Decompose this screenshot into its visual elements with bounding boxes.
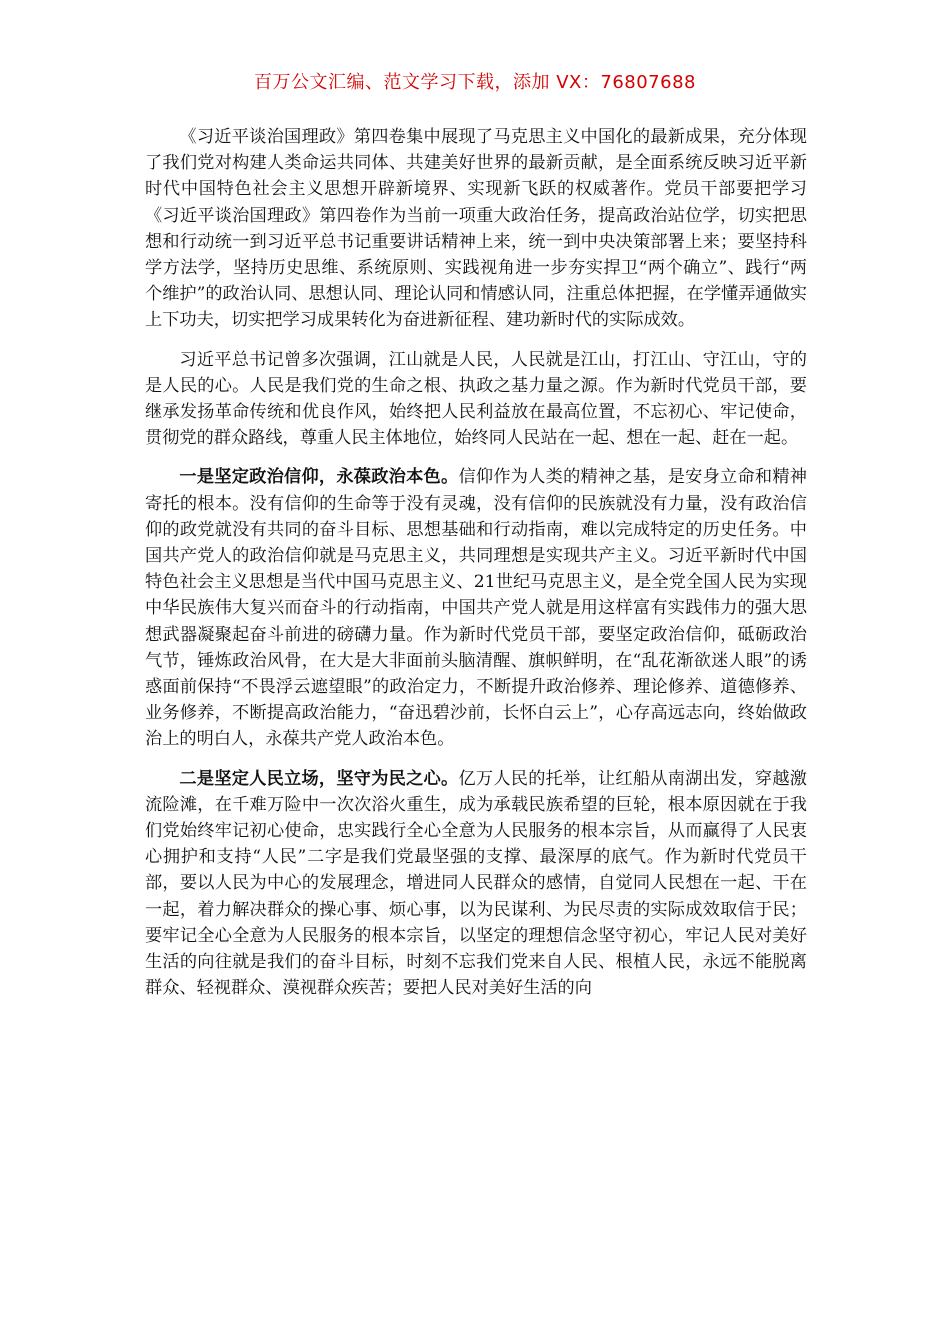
paragraph-lead: 一是坚定政治信仰，永葆政治本色。 bbox=[179, 467, 459, 488]
paragraph-text: 《习近平谈治国理政》第四卷集中展现了马克思主义中国化的最新成果，充分体现了我们党对构建人类命运共同体、共建美好世界的最新贡献，是全面系统反映习近平新时代中国特色社会主义思想开辟新境界、实现新飞跃的权威著作。党员干部要把学习《习近平谈治国理政》第四卷作为当前一项重大政治任务，提高政治站位学，切实把思想和行动统一到习近平总书记重要讲话精神上来，统一到中央决策部署上来；要坚持科学方法学，坚持历史思维、系统原则、实践视角进一步夯实捍卫“两个确立”、践行“两个维护”的政治认同、思想认同、理论认同和情感认同，注重总体把握，在学懂弄通做实上下功夫，切实把学习成果转化为奋进新征程、建功新时代的实际成效。 bbox=[145, 127, 807, 331]
paragraph-people bbox=[145, 347, 807, 452]
paragraph-point-one bbox=[145, 464, 807, 752]
paragraph-text: 亿万人民的托举，让红船从南湖出发，穿越激流险滩，在千难万险中一次次浴火重生，成为承载民族希望的巨轮，根本原因就在于我们党始终牢记初心使命，忠实践行全心全意为人民服务的根本宗旨，从而赢得了人民衷心拥护和支持“人民”二字是我们党最坚强的支撑、最深厚的底气。作为新时代党员干部，要以人民为中心的发展理念，增进同人民群众的感情，自觉同人民想在一起、干在一起，着力解决群众的操心事、烦心事，以为民谋利、为民尽责的实际成效取信于民；要牢记全心全意为人民服务的根本宗旨，以坚定的理想信念坚守初心，牢记人民对美好生活的向往就是我们的奋斗目标，时刻不忘我们党来自人民、根植人民，永远不能脱离群众、轻视群众、漠视群众疾苦；要把人民对美好生活的向 bbox=[145, 768, 807, 999]
paragraph-lead: 二是坚定人民立场，坚守为民之心。 bbox=[179, 768, 459, 789]
watermark-header: 百万公文汇编、范文学习下载，添加 VX：76807688 bbox=[254, 72, 696, 93]
paragraph-text: 信仰作为人类的精神之基，是安身立命和精神寄托的根本。没有信仰的生命等于没有灵魂，没有信仰的民族就没有力量，没有政治信仰的政党就没有共同的奋斗目标、思想基础和行动指南，难以完成特定的历史任务。中国共产党人的政治信仰就是马克思主义，共同理想是实现共产主义。习近平新时代中国特色社会主义思想是当代中国马克思主义、21世纪马克思主义，是全党全国人民为实现中华民族伟大复兴而奋斗的行动指南，中国共产党人就是用这样富有实践伟力的强大思想武器凝聚起奋斗前进的磅礴力量。作为新时代党员干部，要坚定政治信仰，砥砺政治气节，锤炼政治风骨，在大是大非面前头脑清醒、旗帜鲜明，在“乱花渐欲迷人眼”的诱惑面前保持“不畏浮云遮望眼”的政治定力，不断提升政治修养、理论修养、道德修养、业务修养，不断提高政治能力，“奋迅碧沙前，长怀白云上”，心存高远志向，终始做政治上的明白人，永葆共产党人政治本色。 bbox=[145, 467, 807, 750]
paragraph-text: 习近平总书记曾多次强调，江山就是人民，人民就是江山，打江山、守江山，守的是人民的心。人民是我们党的生命之根、执政之基力量之源。作为新时代党员干部，要继承发扬革命传统和优良作风，始终把人民利益放在最高位置，不忘初心、牢记使命，贯彻党的群众路线，尊重人民主体地位，始终同人民站在一起、想在一起、赶在一起。 bbox=[145, 349, 807, 449]
document-body bbox=[145, 124, 807, 1015]
paragraph-point-two bbox=[145, 766, 807, 1002]
paragraph-intro bbox=[145, 124, 807, 334]
